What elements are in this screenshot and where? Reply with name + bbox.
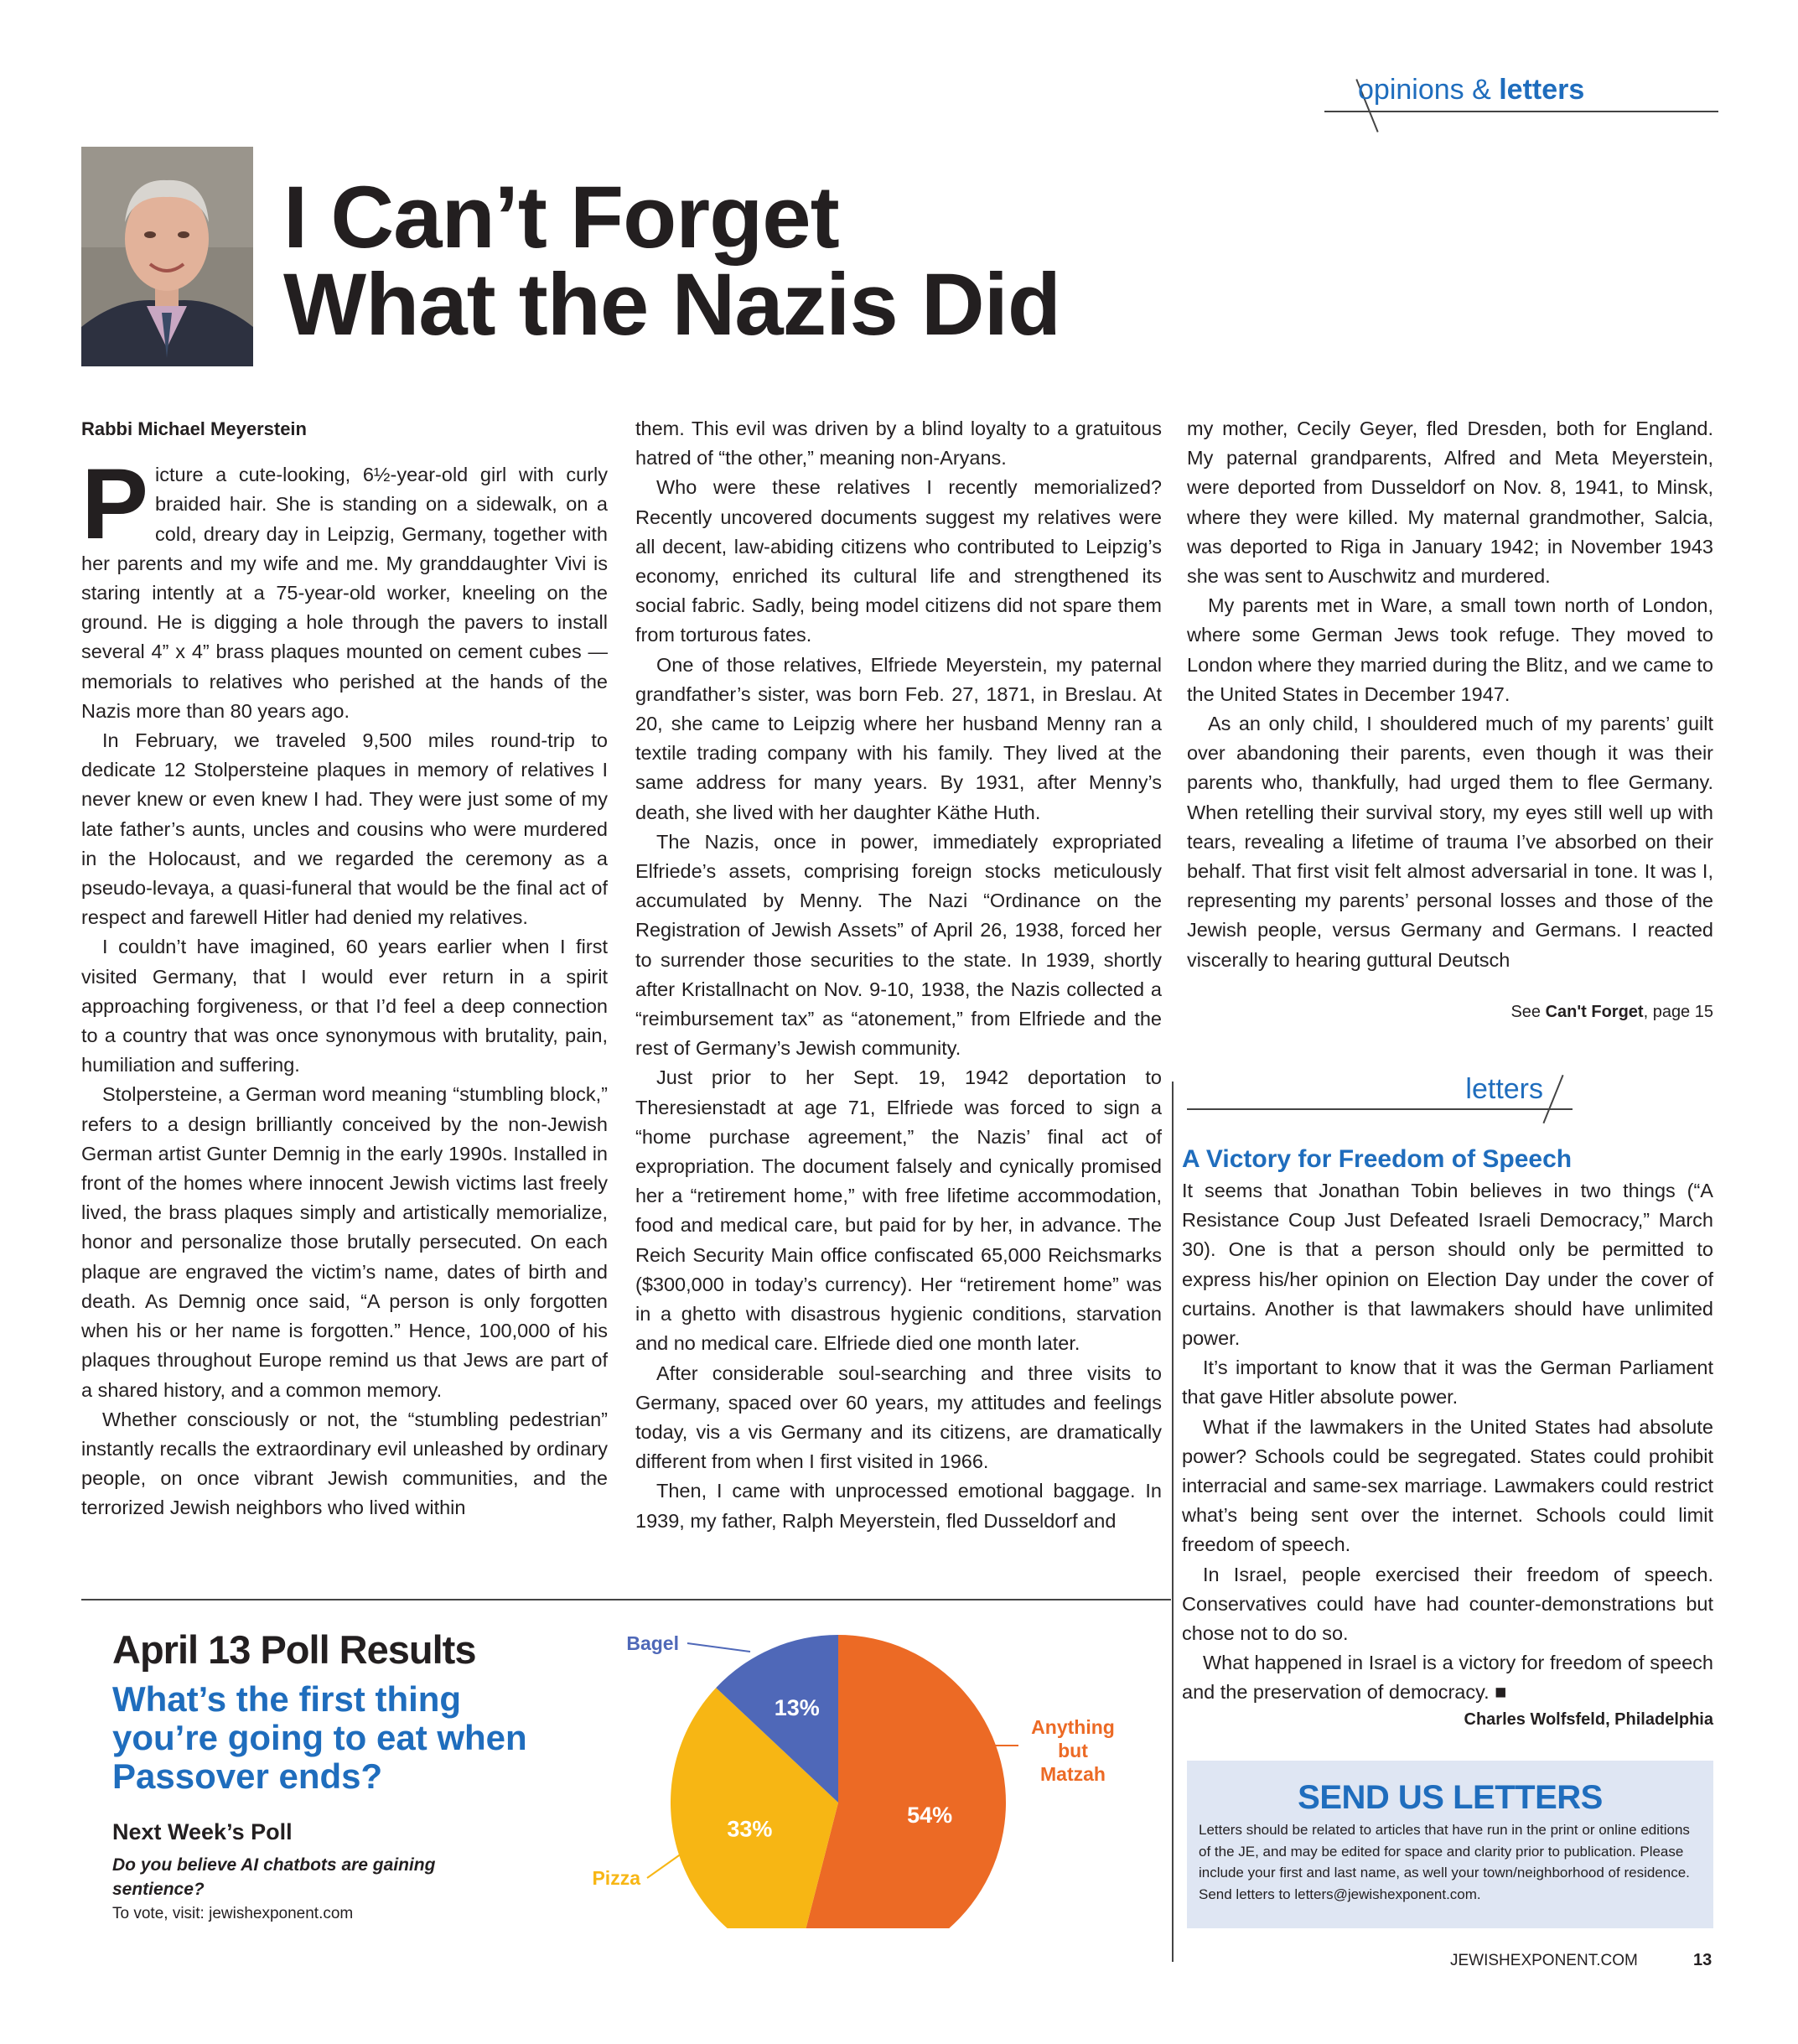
article-paragraph: After considerable soul-searching and three visits to Germany, spaced over 60 years, my attitudes and feelings today, vis a vis Germany and its citizens, are dramatically different from when I first visited in 1966. — [635, 1362, 1162, 1473]
section-header-rule — [1324, 111, 1718, 112]
pie-callout-line — [647, 1849, 687, 1878]
letter-paragraph: In Israel, people exercised their freedom of speech. Conservatives could have had counter-demonstrations but chose not to do so. — [1182, 1563, 1713, 1645]
page-number: 13 — [1693, 1951, 1713, 1969]
poll-title: April 13 Poll Results — [112, 1627, 476, 1672]
article-paragraph: them. This evil was driven by a blind loyalty to a gratuitous hatred of “the other,” meaning non-Aryans. — [635, 418, 1162, 469]
section-prefix: opinions & — [1358, 74, 1500, 106]
letter-paragraph: It’s important to know that it was the German Parliament that gave Hitler absolute power. — [1182, 1357, 1713, 1408]
vote-instructions: To vote, visit: jewishexponent.com — [112, 1905, 354, 1922]
pie-chart-svg — [536, 1593, 1174, 1928]
headline — [283, 169, 1122, 354]
letters-header-rule — [1187, 1108, 1573, 1110]
paragraph-text: icture a cute-looking, 6½-year-old girl with curly braided hair. She is standing on a sidewalk, on a cold, dreary day in Leipzig, Germany, together with her parents and my wife and me. My granddaughter Vivi is staring intently at a 75-year-old worker, kneeling on the ground. He is digging a hole through the pavers to install several 4” x 4” brass plaques mounted on cement cubes — memorials to relatives who perished at the hands of the Nazis more than 80 years ago. — [81, 464, 608, 722]
article-paragraph: I couldn’t have imagined, 60 years earlier when I first visited Germany, that I would ever return in a spirit approaching forgiveness, or that I’d feel a deep connection to a country that was once synonymous with brutality, pain, humiliation and suffering. — [81, 936, 608, 1076]
article-paragraph: One of those relatives, Elfriede Meyerstein, my paternal grandfather’s sister, was born Feb. 27, 1871, in Breslau. At 20, she came to Leipzig where her husband Menny ran a textile trading company with his family. They lived at the same address for many years. By 1931, after Menny’s death, she lived with her daughter Käthe Huth. — [635, 653, 1162, 823]
article-paragraph: Stolpersteine, a German word meaning “stumbling block,” refers to a design brilliantly conceived by the non-Jewish German artist Gunter Demnig in the early 1990s. Installed in front of the homes where innocent Jewish victims last freely lived, the brass plaques simply and artistically memorialize, honor and personalize those brutally persecuted. On each plaque are engraved the victim’s name, dates of birth and death. As Demnig once said, “A person is only forgotten when his or her name is forgotten.” Hence, 100,000 of his plaques throughout Europe remind us that Jews are part of a shared history, and a common memory. — [81, 1083, 608, 1401]
article-column-1 — [81, 414, 608, 1523]
pie-percent-label: 33% — [727, 1816, 773, 1842]
author-portrait-image — [81, 147, 253, 366]
letter-signature: Charles Wolfsfeld, Philadelphia — [1464, 1710, 1713, 1729]
section-label — [1358, 74, 1718, 106]
article-paragraph: Just prior to her Sept. 19, 1942 deportation to Theresienstadt at age 71, Elfriede was forced to sign a “home purchase agreement,” the Nazis’ final act of expropriation. The document falsely and cynically promised her a “retirement home,” with free lifetime accommodation, food and medical care, but paid for by her, in advance. The Reich Security Main office confiscated 65,000 Reichsmarks ($300,000 in today’s currency). Her “retirement home” was in a ghetto with disastrous hygienic conditions, starvation and no medical care. Elfriede died one month later. — [635, 1066, 1162, 1355]
pie-callout-line — [687, 1643, 750, 1652]
letters-header-slash — [1542, 1075, 1563, 1123]
article-paragraph: Then, I came with unprocessed emotional baggage. In 1939, my father, Ralph Meyerstein, fled Dusseldorf and — [635, 1480, 1162, 1532]
pie-category-label: Anything but Matzah — [1031, 1716, 1115, 1785]
drop-cap: P — [81, 448, 149, 561]
article-paragraph: In February, we traveled 9,500 miles round-trip to dedicate 12 Stolpersteine plaques in memory of relatives I never knew or even knew I had. They were just some of my late father’s aunts, uncles and cousins who were murdered in the Holocaust, and we regarded the ceremony as a pseudo-levaya, a quasi-funeral that would be the final act of respect and farewell Hitler had denied my relatives. — [81, 729, 608, 929]
article-paragraph: As an only child, I shouldered much of my parents’ guilt over abandoning their parents, even though it was their parents who, thankfully, had urged them to flee Germany. When retelling their survival story, my eyes still well up with tears, revealing a lifetime of trauma I’ve absorbed on their behalf. That first visit felt almost adversarial in tone. It was I, representing my parents’ personal losses and those of the Jewish people, versus Germany and Germans. I reacted viscerally to hearing guttural Deutsch — [1187, 713, 1713, 971]
article-paragraph: The Nazis, once in power, immediately expropriated Elfriede’s assets, comprising foreign stocks meticulously accumulated by Menny. The Nazi “Ordinance on the Registration of Jewish Assets” of April 26, 1938, forced her to surrender those securities to the state. In 1939, shortly after Kristallnacht on Nov. 9-10, 1938, the Nazis collected a “reimbursement tax” as “atonement,” from Elfriede and the rest of Germany’s Jewish community. — [635, 830, 1162, 1060]
poll-question: What’s the first thing you’re going to eat when Passover ends? — [112, 1679, 527, 1796]
letter-title: A Victory for Freedom of Speech — [1182, 1145, 1573, 1173]
headline-line-1: I Can’t Forget — [283, 169, 839, 267]
article-paragraph: Whether consciously or not, the “stumbling pedestrian” instantly recalls the extraordinary evil unleashed by ordinary people, on once vibrant Jewish communities, and the terrorized Jewish neighbors who lived within — [81, 1408, 608, 1519]
article-paragraph: My parents met in Ware, a small town north of London, where some German Jews took refuge. They moved to London where they married during the Blitz, and we came to the United States in December 1947. — [1187, 594, 1713, 705]
next-poll-label: Next Week’s Poll — [112, 1819, 293, 1844]
letter-paragraph: It seems that Jonathan Tobin believes in two things (“A Resistance Coup Just Defeated Israeli Democracy,” March 30). One is that a person should only be permitted to express his/her opinion on Election Day under the cover of curtains. Another is that lawmakers should have unlimited power. — [1182, 1180, 1713, 1350]
letters-header — [1187, 1071, 1573, 1122]
author-photo — [81, 147, 253, 366]
next-poll-question: Do you believe AI chatbots are gaining sentience? — [112, 1855, 436, 1899]
continued-suffix: , page 15 — [1643, 1003, 1713, 1021]
send-letters-title: SEND US LETTERS — [1298, 1779, 1603, 1816]
pie-percent-label: 13% — [774, 1695, 820, 1721]
letter-body — [1182, 1176, 1713, 1708]
letter-paragraph: What happened in Israel is a victory for freedom of speech and the preservation of democracy. ■ — [1182, 1652, 1713, 1704]
poll-pie-chart — [536, 1593, 1174, 1928]
article-paragraph: my mother, Cecily Geyer, fled Dresden, both for England. My paternal grandparents, Alfred and Meta Meyerstein, were deported from Dusseldorf on Nov. 8, 1941, to Minsk, where they were killed. My maternal grandmother, Salcia, was deported to Riga in January 1942; in November 1943 she was sent to Auschwitz and murdered. — [1187, 418, 1713, 588]
continued-title: Can't Forget — [1545, 1003, 1644, 1021]
pie-category-label: Bagel — [626, 1632, 679, 1654]
letters-label: letters — [1465, 1073, 1543, 1105]
article-paragraph: Who were these relatives I recently memorialized? Recently uncovered documents suggest my relatives were all decent, law-abiding citizens who contributed to Leipzig’s economy, enriched its cultural life and strengthened its social fabric. Sadly, being model citizens did not spare them from torturous fates. — [635, 476, 1162, 646]
section-header — [1324, 67, 1718, 126]
article-column-2 — [635, 414, 1162, 1536]
byline: Rabbi Michael Meyerstein — [81, 418, 307, 439]
continued-reference — [1187, 1003, 1713, 1022]
section-name: letters — [1499, 74, 1585, 106]
letter-paragraph: What if the lawmakers in the United States had absolute power? Schools could be segregated. States could prohibit interracial and same-sex marriage. Lawmakers could restrict what’s being sent over the internet. Schools could limit freedom of speech. — [1182, 1415, 1713, 1556]
footer-site: JEWISHEXPONENT.COM — [1450, 1952, 1638, 1969]
pie-category-label: Pizza — [592, 1867, 640, 1889]
send-letters-body: Letters should be related to articles that have run in the print or online editions of the JE, and may be edited for space and clarity prior to publication. Please include your first and last name, as well your town/neighborhood of residence. Send letters to letters@jewishexponent.com. — [1199, 1822, 1690, 1902]
send-letters-box — [1187, 1761, 1713, 1928]
headline-line-2: What the Nazis Did — [283, 256, 1061, 354]
continued-prefix: See — [1510, 1003, 1546, 1021]
article-column-3 — [1187, 414, 1713, 975]
pie-percent-label: 54% — [907, 1802, 953, 1828]
article-paragraph — [81, 448, 608, 726]
